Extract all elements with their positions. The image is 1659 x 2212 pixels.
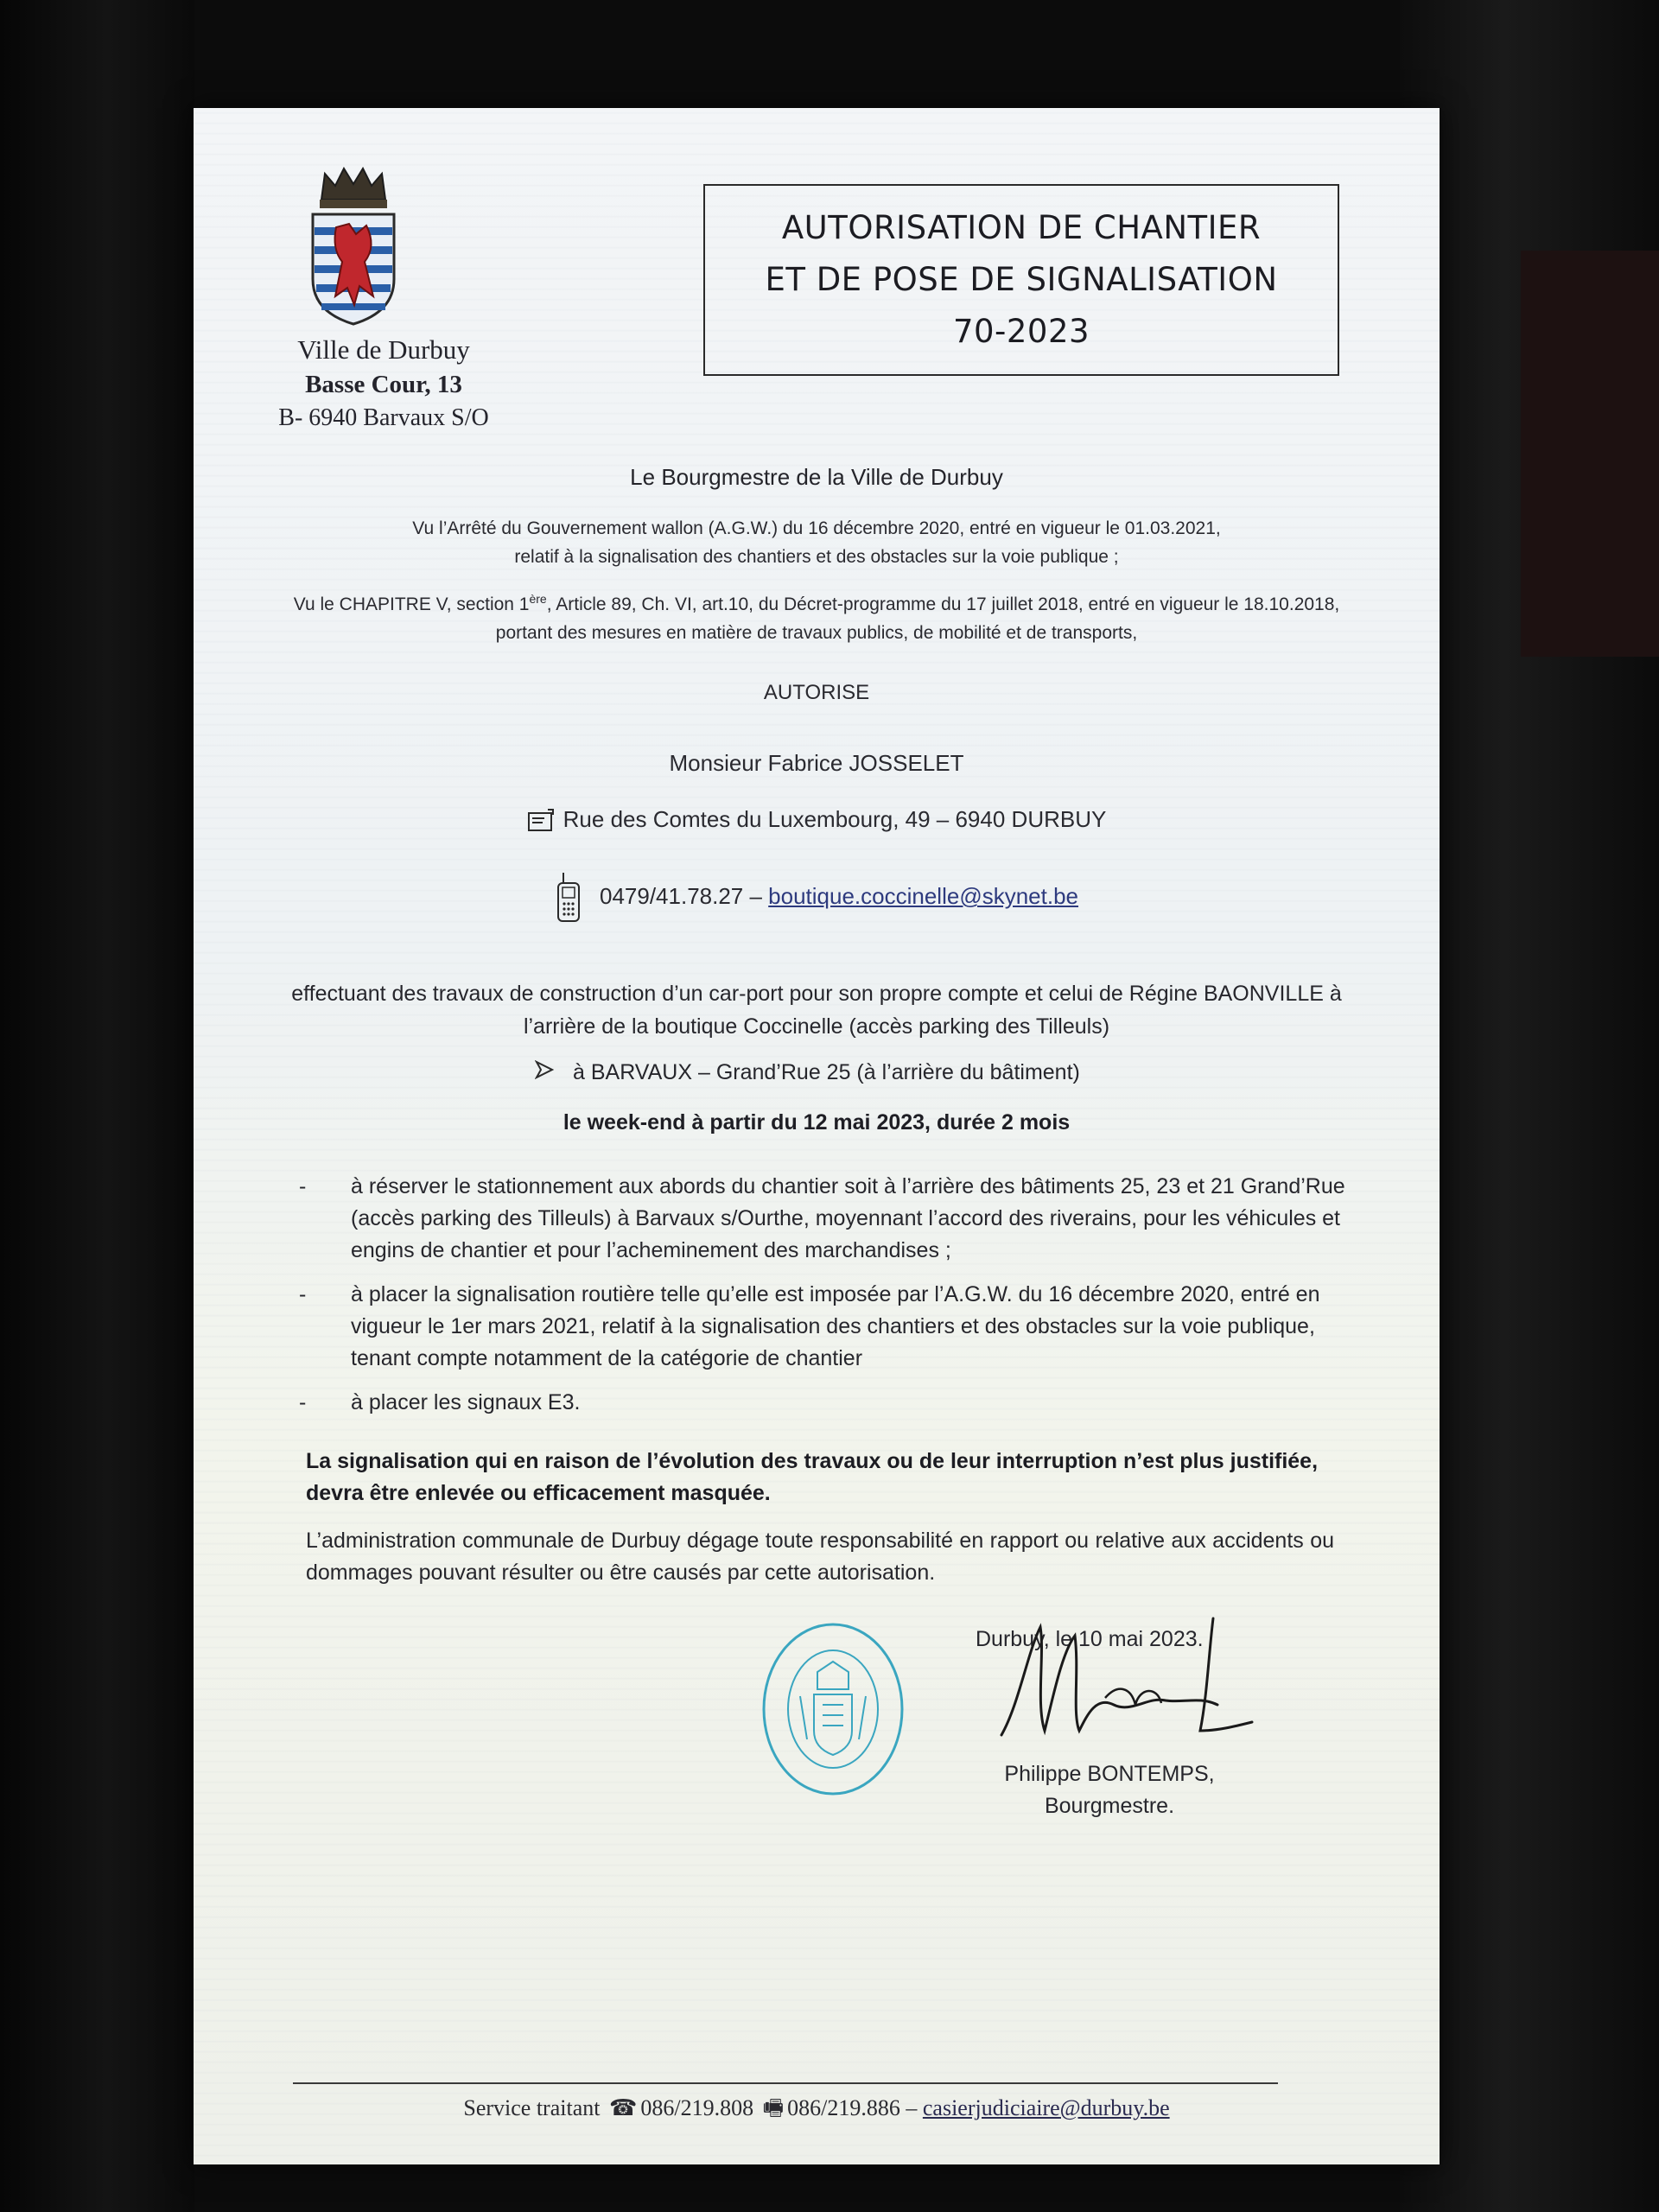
liability-disclaimer: L’administration communale de Durbuy dégage toute responsabilité en rapport ou relative aux accidents ou dommages pouvant résulter ou être causés par cette autorisation. xyxy=(306,1529,1334,1585)
legal-reference-2 xyxy=(194,585,1440,647)
legal-reference-2-line-2: portant des mesures en matière de travaux publics, de mobilité et de transports, xyxy=(495,623,1138,643)
legal-reference-1-line-2: relatif à la signalisation des chantiers et des obstacles sur la voie publique ; xyxy=(514,547,1119,567)
applicant-address xyxy=(194,806,1440,834)
screen-bezel-left xyxy=(0,0,194,2212)
signature-date: Durbuy, le 10 mai 2023. xyxy=(976,1627,1204,1651)
title-line-2: ET DE POSE DE SIGNALISATION xyxy=(765,261,1278,298)
footer-divider xyxy=(293,2082,1278,2084)
issuer-address xyxy=(228,333,539,435)
condition-item: - à réserver le stationnement aux abords du chantier soit à l’arrière des bâtiments 25, 23 et 21 Grand’Rue (accès parking des Tilleuls) à Barvaux s/Ourthe, moyennant l’accord des riverains, pour les véhicules et engins de chantier et pour l’acheminement des marchandises ; xyxy=(299,1171,1353,1267)
document-title-box xyxy=(703,184,1339,376)
legal-reference-2-post: , Article 89, Ch. VI, art.10, du Décret-programme du 17 juillet 2018, entré en vigueur le 18.10.2018, xyxy=(546,594,1340,614)
mayor-heading: Le Bourgmestre de la Ville de Durbuy xyxy=(630,464,1003,490)
applicant-name: Monsieur Fabrice JOSSELET xyxy=(669,750,964,776)
city-postal: B- 6940 Barvaux S/O xyxy=(278,404,489,431)
work-location xyxy=(535,1060,1313,1085)
mobile-phone-icon xyxy=(555,871,584,925)
legal-reference-2-line-1 xyxy=(194,585,1440,619)
footer-phone: 086/219.808 xyxy=(640,2095,754,2120)
coat-of-arms-icon xyxy=(306,167,401,327)
background-reflection xyxy=(1521,251,1659,657)
legal-reference-2-sup: ère xyxy=(529,592,547,606)
condition-item: - à placer la signalisation routière telle qu’elle est imposée par l’A.G.W. du 16 décembre 2020, entré en vigueur le 1er mars 2021, relatif à la signalisation des chantiers et des obstacles sur la voie publique, tenant compte notamment de la catégorie de chantier xyxy=(299,1279,1353,1375)
title-line-3: 70-2023 xyxy=(952,313,1090,350)
work-description xyxy=(194,977,1440,1043)
title-line-1: AUTORISATION DE CHANTIER xyxy=(781,209,1262,246)
footer-contact xyxy=(194,2087,1440,2130)
work-location-text: à BARVAUX – Grand’Rue 25 (à l’arrière du bâtiment) xyxy=(573,1060,1080,1084)
legal-reference-1-line-1: Vu l’Arrêté du Gouvernement wallon (A.G.W.) du 16 décembre 2020, entré en vigueur le 01.03.2021, xyxy=(412,518,1221,538)
seal-stamp-icon xyxy=(755,1618,911,1800)
authorization-document xyxy=(194,108,1440,2164)
city-street: Basse Cour, 13 xyxy=(305,371,462,398)
handwritten-signature xyxy=(993,1601,1269,1757)
arrow-bullet-icon xyxy=(535,1060,554,1085)
signer-block xyxy=(971,1758,1248,1822)
footer-email-link[interactable]: casierjudiciaire@durbuy.be xyxy=(922,2095,1170,2120)
applicant-address-text: Rue des Comtes du Luxembourg, 49 – 6940 DURBUY xyxy=(563,806,1107,832)
footer-label: Service traitant xyxy=(463,2095,601,2120)
legal-reference-1 xyxy=(194,514,1440,571)
telephone-icon: ☎ xyxy=(608,2095,638,2120)
footer-fax: 086/219.886 – xyxy=(787,2095,923,2120)
signage-removal-notice: La signalisation qui en raison de l’évolution des travaux ou de leur interruption n’est plus justifiée, devra être enlevée ou efficacement masquée. xyxy=(306,1449,1319,1505)
legal-reference-2-pre: Vu le CHAPITRE V, section 1 xyxy=(293,594,530,614)
fax-icon: 🖷 xyxy=(762,2095,785,2120)
authorization-conditions xyxy=(299,1171,1353,1431)
applicant-contact xyxy=(194,871,1440,925)
autorise-heading: AUTORISE xyxy=(763,681,870,704)
city-name: Ville de Durbuy xyxy=(297,334,470,365)
work-description-line-2: l’arrière de la boutique Coccinelle (accès parking des Tilleuls) xyxy=(523,1014,1110,1039)
applicant-phone: 0479/41.78.27 – xyxy=(599,882,769,909)
work-period: le week-end à partir du 12 mai 2023, durée 2 mois xyxy=(563,1110,1071,1135)
work-description-line-1: effectuant des travaux de construction d’un car-port pour son propre compte et celui de Régine BAONVILLE à xyxy=(291,982,1342,1006)
applicant-email-link[interactable]: boutique.coccinelle@skynet.be xyxy=(768,882,1079,909)
signer-name: Philippe BONTEMPS, xyxy=(1004,1762,1215,1786)
mailbox-icon xyxy=(527,808,556,834)
signer-role: Bourgmestre. xyxy=(1044,1794,1175,1818)
condition-item: - à placer les signaux E3. xyxy=(299,1387,1353,1419)
